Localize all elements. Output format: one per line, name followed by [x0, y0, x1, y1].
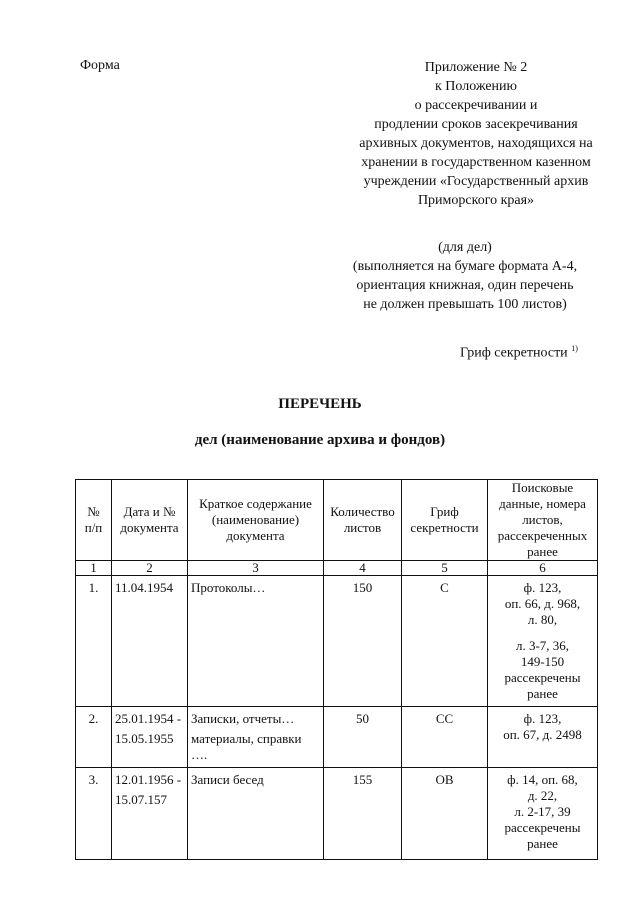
row-sheets: 50: [324, 707, 402, 768]
row-number: 3.: [76, 768, 112, 860]
header-line: Поисковые: [511, 480, 574, 495]
column-header-search-data: [488, 480, 598, 561]
search-line: оп. 67, д. 2498: [503, 727, 582, 742]
appendix-line: учреждении «Государственный архив: [363, 174, 589, 189]
column-header-number: [76, 480, 112, 561]
row-number: 1.: [76, 576, 112, 707]
header-line: ранее: [527, 544, 558, 559]
row-date: [112, 576, 188, 707]
format-note-line: (для дел): [438, 240, 492, 255]
search-line: 149-150: [520, 654, 565, 669]
header-line: секретности: [410, 520, 479, 535]
table-row: [76, 707, 598, 768]
column-number-row: [76, 561, 598, 576]
format-note: [320, 238, 610, 314]
date-line: 11.04.1954: [115, 580, 174, 595]
content-line: Записи бесед: [191, 772, 264, 787]
appendix-line: Приложение № 2: [424, 60, 528, 75]
appendix-line: архивных документов, находящихся на: [359, 136, 593, 151]
date-line: 25.01.1954 -: [115, 711, 182, 726]
row-date: [112, 707, 188, 768]
header-line: рассекреченных: [497, 528, 588, 543]
row-content: [188, 707, 324, 768]
header-line: Количество: [330, 504, 395, 519]
table-header-row: [76, 480, 598, 561]
header-line: документа: [226, 528, 285, 543]
row-content: [188, 768, 324, 860]
search-line: л. 80,: [527, 612, 558, 627]
column-number: 4: [324, 561, 402, 576]
row-search-data: [488, 576, 598, 707]
column-number: 5: [402, 561, 488, 576]
search-line: ранее: [527, 686, 558, 701]
row-secrecy: С: [402, 576, 488, 707]
table-row: [76, 576, 598, 707]
cases-table-wrapper: [75, 479, 597, 860]
document-subtitle: дел (наименование архива и фондов): [194, 432, 446, 448]
date-line: 15.07.157: [115, 792, 167, 807]
search-line: ф. 14, оп. 68,: [507, 772, 578, 787]
search-line: рассекречены: [504, 820, 581, 835]
row-search-data: [488, 707, 598, 768]
header-line: листов,: [522, 512, 563, 527]
search-line: л. 2-17, 39: [514, 804, 571, 819]
format-note-line: не должен превышать 100 листов): [363, 297, 567, 312]
search-line: ранее: [527, 836, 558, 851]
header-line: (наименование): [211, 512, 300, 527]
column-header-sheets: [324, 480, 402, 561]
row-sheets: 155: [324, 768, 402, 860]
stamp-footnote: 1): [571, 344, 578, 353]
date-line: 12.01.1956 -: [115, 772, 182, 787]
header-line: №: [87, 504, 100, 519]
search-line: оп. 66, д. 968,: [504, 596, 581, 611]
row-date: [112, 768, 188, 860]
form-label: Форма: [80, 58, 120, 73]
row-secrecy: СС: [402, 707, 488, 768]
column-number: 6: [488, 561, 598, 576]
column-header-date: [112, 480, 188, 561]
row-content: [188, 576, 324, 707]
search-line: л. 3-7, 36,: [515, 638, 570, 653]
row-sheets: 150: [324, 576, 402, 707]
date-line: 15.05.1955: [115, 731, 174, 746]
appendix-line: о рассекречивании и: [414, 98, 538, 113]
search-line: [491, 628, 594, 638]
content-line: Протоколы…: [191, 580, 266, 595]
header-line: п/п: [84, 520, 103, 535]
appendix-line: Приморского края»: [417, 193, 535, 208]
header-line: Гриф: [430, 504, 459, 519]
row-search-data: [488, 768, 598, 860]
header-line: данные, номера: [499, 496, 586, 511]
search-line: ф. 123,: [523, 580, 562, 595]
content-line: материалы, справки ….: [191, 731, 302, 762]
search-line: ф. 123,: [523, 711, 562, 726]
column-header-content: [188, 480, 324, 561]
stamp-text: Гриф секретности: [460, 345, 568, 361]
column-header-secrecy: [402, 480, 488, 561]
header-line: документа: [120, 520, 179, 535]
secrecy-stamp-label: [460, 344, 600, 362]
search-line: д. 22,: [527, 788, 558, 803]
column-number: 3: [188, 561, 324, 576]
column-number: 2: [112, 561, 188, 576]
appendix-reference: [340, 58, 612, 210]
table-row: [76, 768, 598, 860]
cases-table: [75, 479, 598, 860]
search-line: рассекречены: [504, 670, 581, 685]
format-note-line: ориентация книжная, один перечень: [356, 278, 574, 293]
row-number: 2.: [76, 707, 112, 768]
appendix-line: к Положению: [434, 79, 517, 94]
document-title: ПЕРЕЧЕНЬ: [278, 396, 362, 412]
column-number: 1: [76, 561, 112, 576]
content-line: Записки, отчеты…: [191, 711, 295, 726]
format-note-line: (выполняется на бумаге формата А-4,: [352, 259, 578, 274]
header-line: Краткое содержание: [199, 496, 312, 511]
row-secrecy: ОВ: [402, 768, 488, 860]
header-line: листов: [343, 520, 382, 535]
header-line: Дата и №: [123, 504, 176, 519]
appendix-line: продлении сроков засекречивания: [374, 117, 578, 132]
appendix-line: хранении в государственном казенном: [361, 155, 591, 170]
